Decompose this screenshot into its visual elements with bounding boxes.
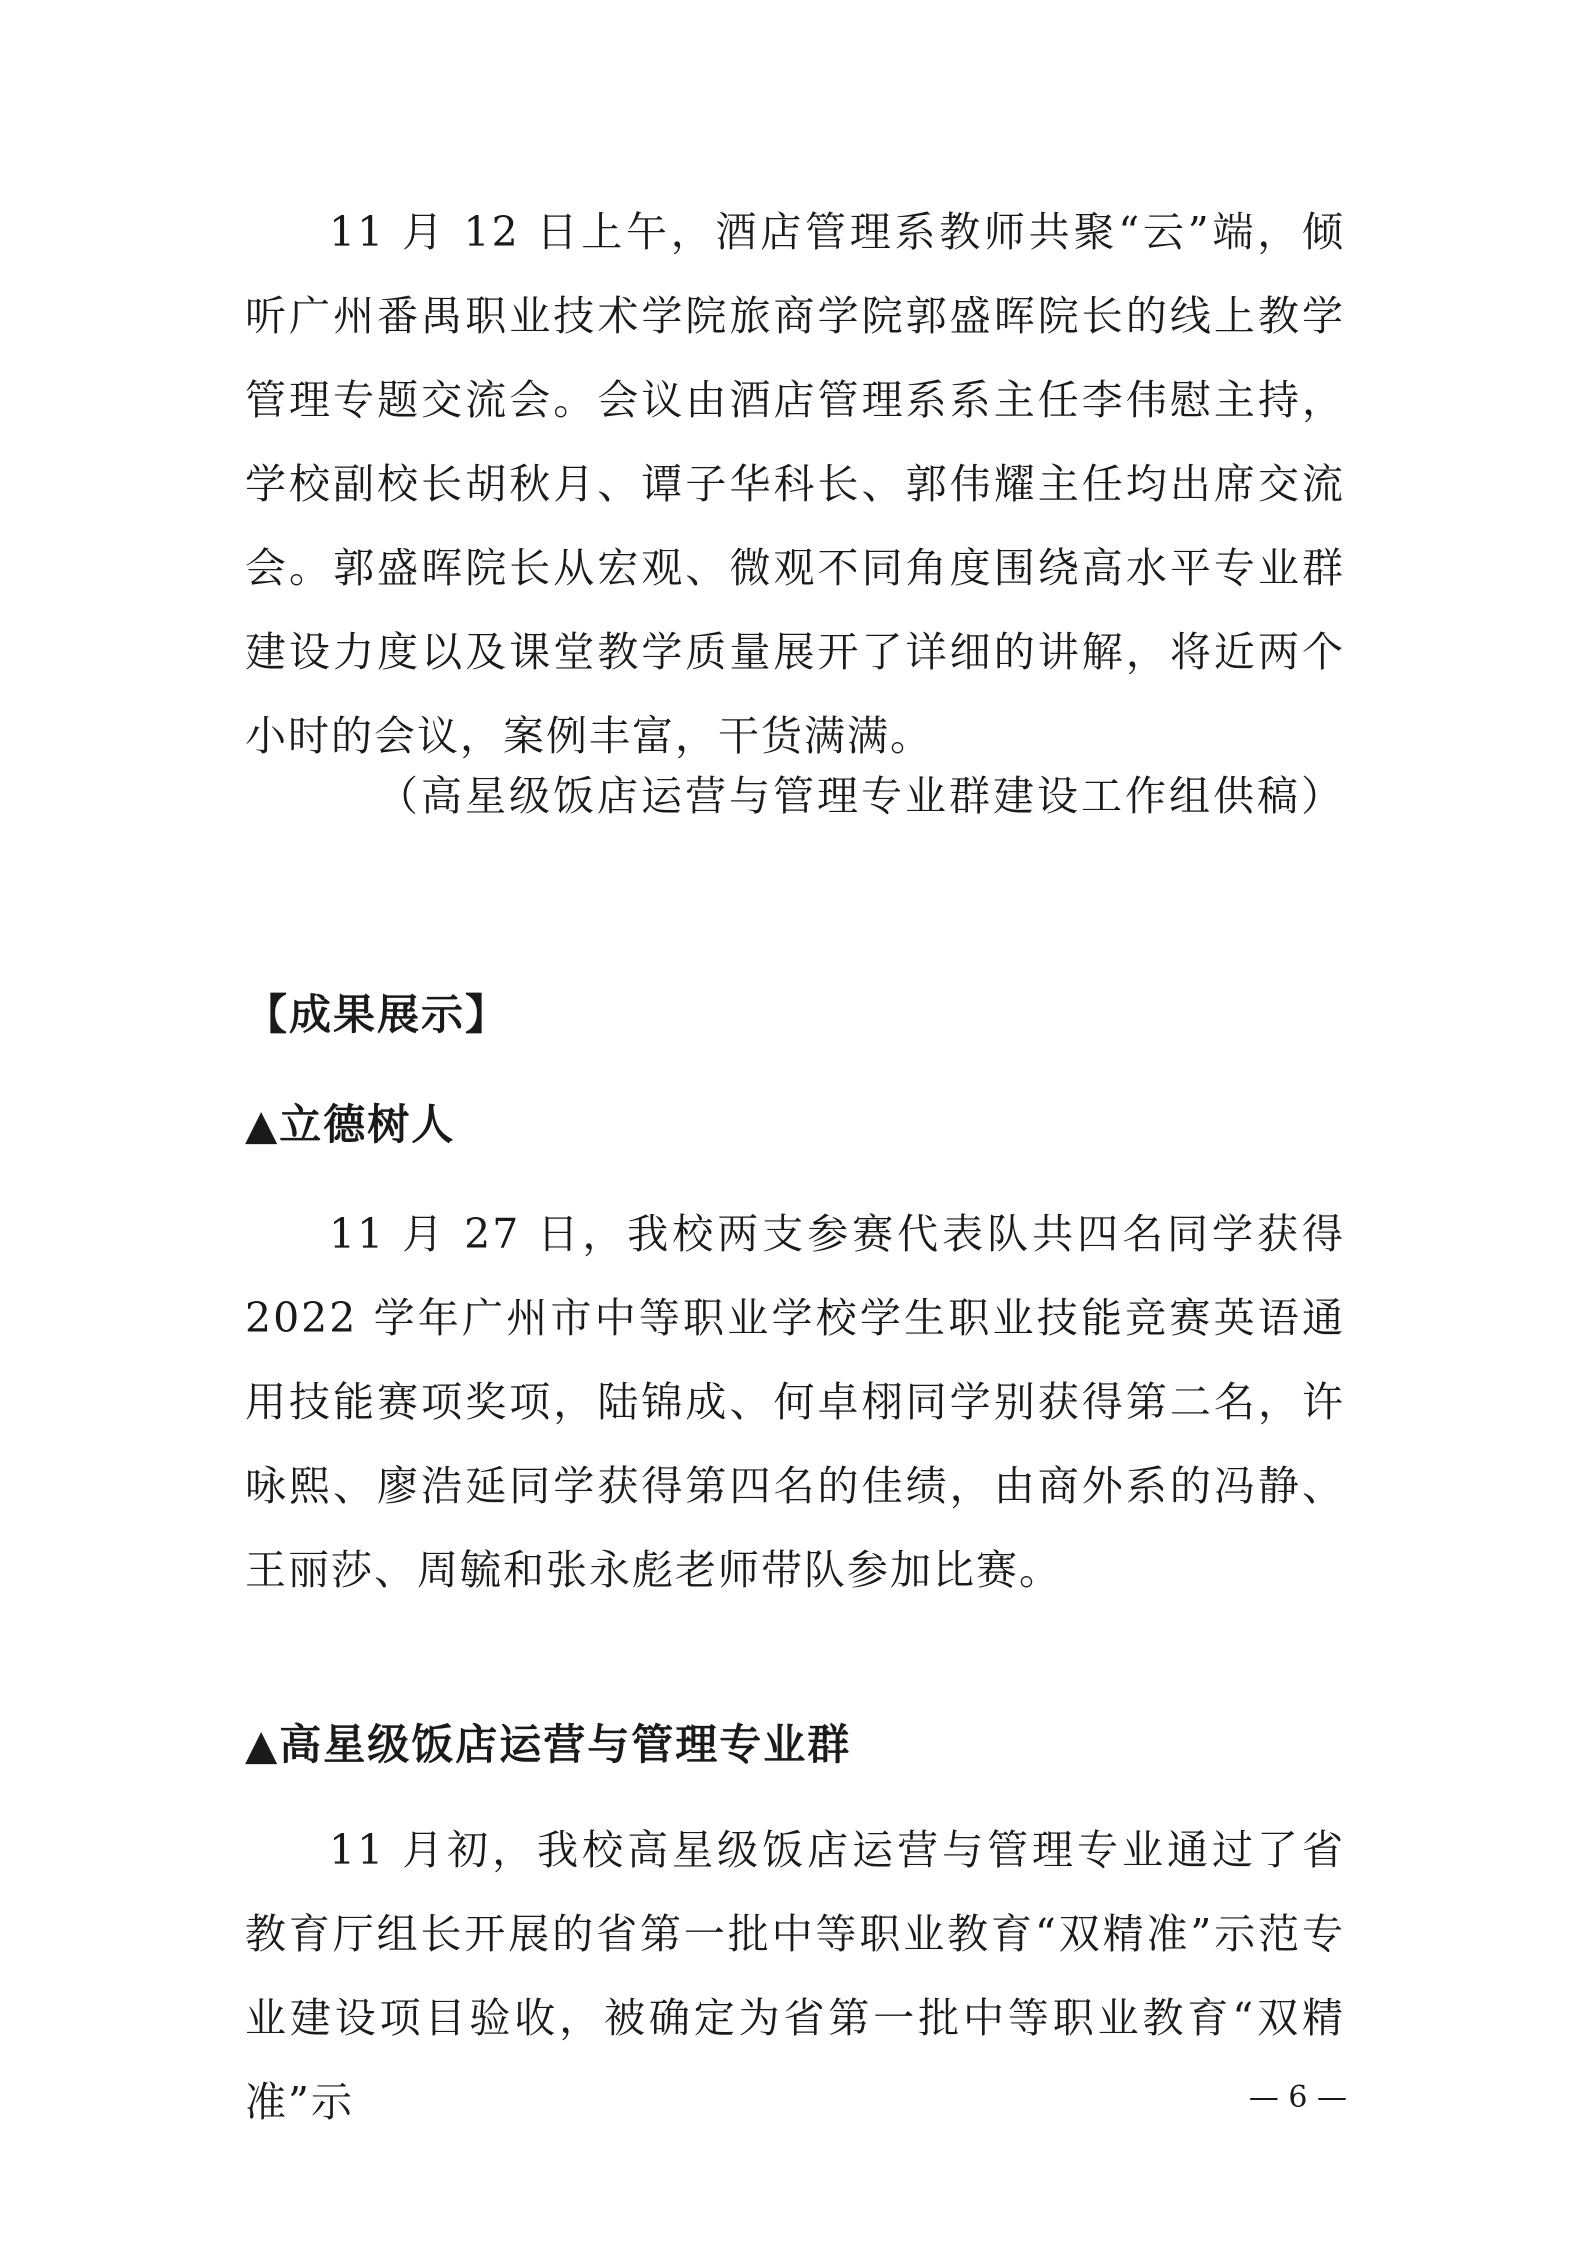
meeting-report — [245, 190, 1345, 778]
program-report — [245, 1808, 1345, 2144]
page-number: — 6 — — [1248, 2080, 1347, 2115]
program-paragraph: 11 月初，我校高星级饭店运营与管理专业通过了省教育厅组长开展的省第一批中等职业教育“双精准”示范专业建设项目验收，被确定为省第一批中等职业教育“双精准”示 — [245, 1826, 1345, 2126]
source-attribution: （高星级饭店运营与管理专业群建设工作组供稿） — [377, 772, 1345, 820]
competition-paragraph: 11 月 27 日，我校两支参赛代表队共四名同学获得 2022 学年广州市中等职业学校学生职业技能竞赛英语通用技能赛项奖项，陆锦成、何卓栩同学别获得第二名，许咏熙、廖浩延同学获得第四名的佳绩，由商外系的冯静、王丽莎、周毓和张永彪老师带队参加比赛。 — [245, 1210, 1345, 1594]
subsection-heading-hotel-program: ▲高星级饭店运营与管理专业群 — [245, 1720, 852, 1769]
meeting-paragraph: 11 月 12 日上午，酒店管理系教师共聚“云”端，倾听广州番禺职业技术学院旅商学院郭盛晖院长的线上教学管理专题交流会。会议由酒店管理系系主任李伟慰主持，学校副校长胡秋月、谭子华科长、郭伟耀主任均出席交流会。郭盛晖院长从宏观、微观不同角度围绕高水平专业群建设力度以及课堂教学质量展开了详细的讲解，将近两个小时的会议，案例丰富，干货满满。 — [245, 208, 1345, 760]
competition-report — [245, 1192, 1345, 1612]
section-title: 【成果展示】 — [245, 990, 510, 1039]
subsection-heading-moral-education: ▲立德树人 — [245, 1100, 456, 1149]
